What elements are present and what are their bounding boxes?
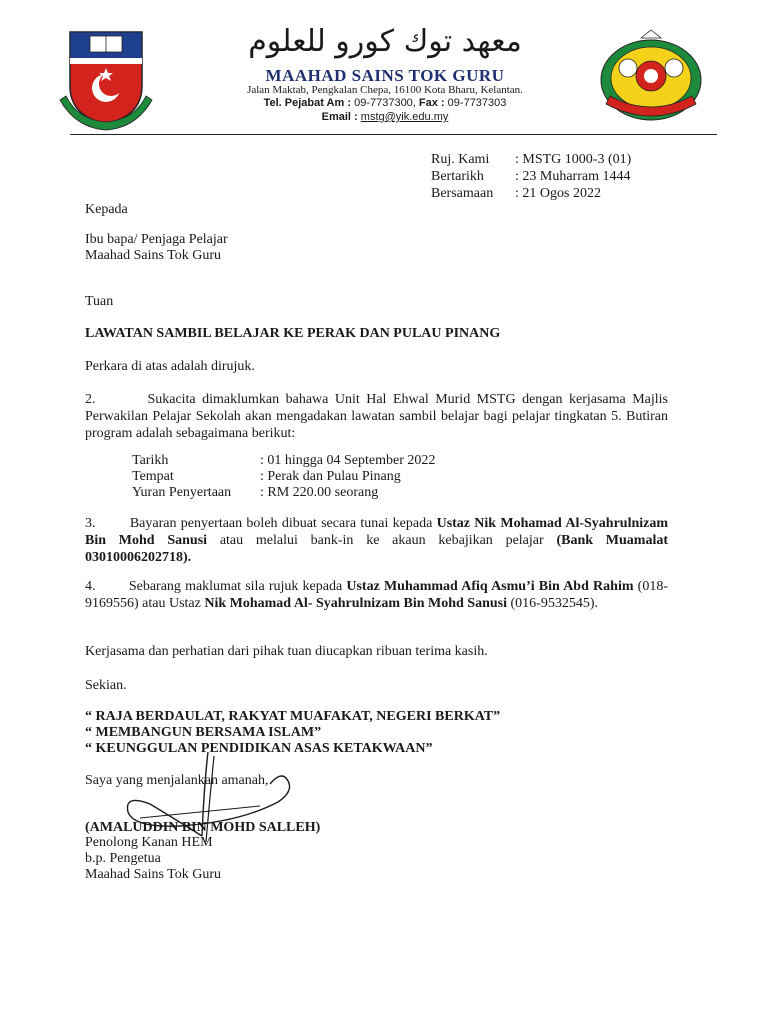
detail-row xyxy=(132,485,552,501)
detail-row xyxy=(132,453,552,469)
ref-row xyxy=(431,185,691,202)
tel-number: 09-7737300, xyxy=(354,97,416,109)
signatory-title-1: Penolong Kanan HEM xyxy=(85,835,213,850)
paragraph-4-text-e: (016-9532545). xyxy=(507,596,598,611)
paragraph-3 xyxy=(85,515,668,566)
fax-number: 09-7737303 xyxy=(447,97,507,109)
detail-row xyxy=(132,469,552,485)
sign-intro: Saya yang menjalankan amanah, xyxy=(85,773,269,788)
paragraph-5: Kerjasama dan perhatian dari pihak tuan diucapkan ribuan terima kasih. xyxy=(85,644,488,659)
detail-label: Tarikh xyxy=(132,453,169,468)
bank-account: (Bank Muamalat 03010006202718). xyxy=(85,533,668,565)
paragraph-number: 2. xyxy=(85,392,96,407)
contact-person-2: Nik Mohamad Al- Syahrulnizam Bin Mohd Sanusi xyxy=(204,596,507,611)
motto-2: “ MEMBANGUN BERSAMA ISLAM” xyxy=(85,725,322,740)
signatory-title-2: b.p. Pengetua xyxy=(85,851,161,866)
ref-label: Ruj. Kami xyxy=(431,152,490,167)
ref-row xyxy=(431,168,691,185)
header-divider xyxy=(70,134,717,135)
school-address: Jalan Maktab, Pengkalan Chepa, 16100 Kota Bharu, Kelantan. xyxy=(247,84,523,96)
signatory-title-3: Maahad Sains Tok Guru xyxy=(85,867,222,882)
paragraph-number: 4. xyxy=(85,579,96,594)
paragraph-4-text-c: (018-9169556) atau Ustaz xyxy=(85,579,668,611)
paragraph-2-text: Sukacita dimaklumkan bahawa Unit Hal Ehwal Murid MSTG dengan kerjasama Majlis Perwakilan Pelajar Sekolah akan mengadakan lawatan sambil belajar bagi pelajar tingkatan 5. Butiran program adalah sebagaimana berikut: xyxy=(85,392,669,441)
recipient-kepada: Kepada xyxy=(85,202,128,217)
letter-subject: LAWATAN SAMBIL BELAJAR KE PERAK DAN PULAU PINANG xyxy=(85,326,501,341)
school-name: MAAHAD SAINS TOK GURU xyxy=(265,66,505,85)
reference-block xyxy=(431,151,691,202)
recipient-line1: Ibu bapa/ Penjaga Pelajar xyxy=(85,232,228,247)
motto-1: “ RAJA BERDAULAT, RAKYAT MUAFAKAT, NEGERI BERKAT” xyxy=(85,709,501,724)
ref-label: Bersamaan xyxy=(431,186,494,201)
program-details xyxy=(132,453,552,501)
contact-line xyxy=(200,97,570,109)
ref-value: : 21 Ogos 2022 xyxy=(515,186,601,201)
paragraph-3-text-a: Bayaran penyertaan boleh dibuat secara tunai kepada xyxy=(129,516,437,531)
paragraph-3-text-c: atau melalui bank-in ke akaun kebajikan pelajar xyxy=(207,533,557,548)
salutation: Tuan xyxy=(85,294,114,309)
email-label: Email : xyxy=(321,111,358,123)
closing: Sekian. xyxy=(85,678,127,693)
ref-value: : 23 Muharram 1444 xyxy=(515,169,631,184)
paragraph-1: Perkara di atas adalah dirujuk. xyxy=(85,359,255,374)
recipient-line2: Maahad Sains Tok Guru xyxy=(85,248,222,263)
detail-label: Yuran Penyertaan xyxy=(132,485,232,500)
email-line xyxy=(200,111,570,123)
school-crest-logo xyxy=(56,24,156,134)
fax-label: Fax : xyxy=(418,97,445,109)
paragraph-4-text-a: Sebarang maklumat sila rujuk kepada xyxy=(128,579,347,594)
detail-value: : Perak dan Pulau Pinang xyxy=(260,469,401,484)
paragraph-2 xyxy=(85,391,668,442)
detail-label: Tempat xyxy=(132,469,174,484)
signatory-name: (AMALUDDIN BIN MOHD SALLEH) xyxy=(85,820,321,835)
ref-label: Bertarikh xyxy=(431,169,484,184)
tel-label: Tel. Pejabat Am : xyxy=(263,97,352,109)
paragraph-4 xyxy=(85,578,668,612)
paragraph-number: 3. xyxy=(85,516,96,531)
detail-value: : RM 220.00 seorang xyxy=(260,485,379,500)
ref-value: : MSTG 1000-3 (01) xyxy=(515,152,632,167)
yik-emblem-logo xyxy=(596,26,706,126)
email-link[interactable]: mstg@yik.edu.my xyxy=(360,111,449,123)
detail-value: : 01 hingga 04 September 2022 xyxy=(260,453,436,468)
payee-name: Ustaz Nik Mohamad Al-Syahrulnizam Bin Mohd Sanusi xyxy=(85,516,669,548)
ref-row xyxy=(431,151,691,168)
arabic-school-title: معهد توك كورو للعلوم xyxy=(248,24,522,59)
contact-person-1: Ustaz Muhammad Afiq Asmu’i Bin Abd Rahim xyxy=(346,579,634,594)
motto-3: “ KEUNGGULAN PENDIDIKAN ASAS KETAKWAAN” xyxy=(85,741,433,756)
